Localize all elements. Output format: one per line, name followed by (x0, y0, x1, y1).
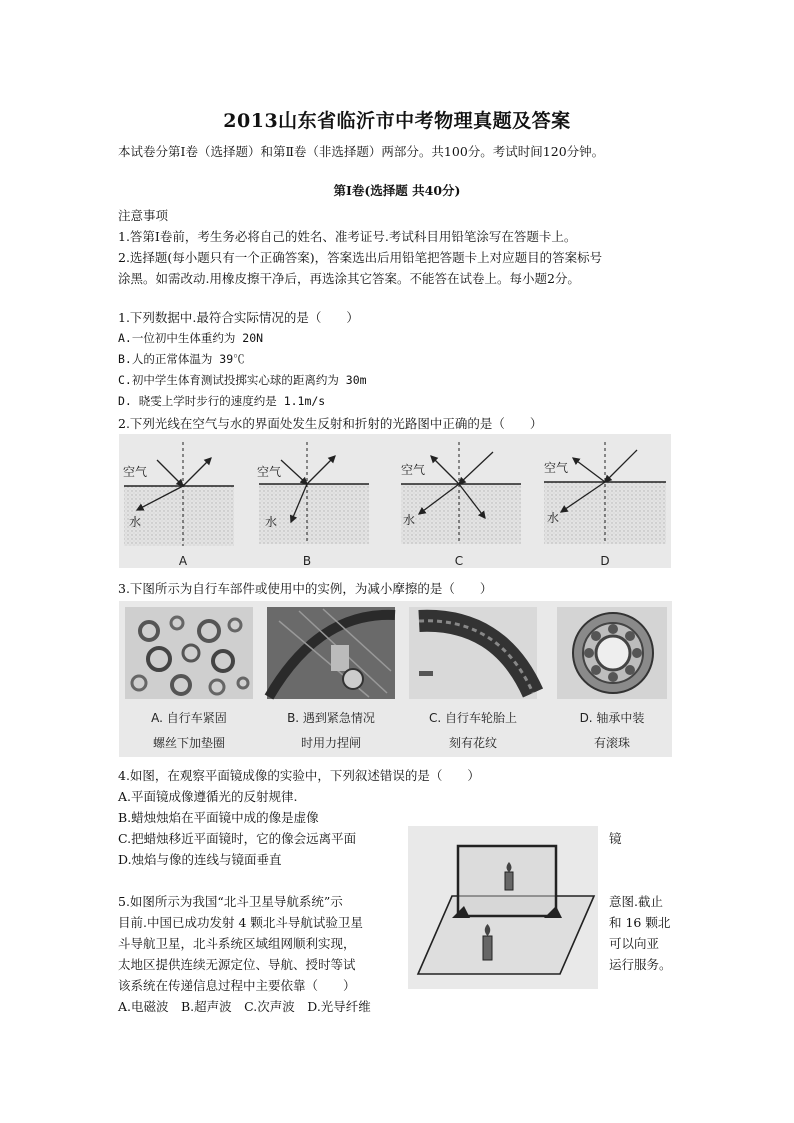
q3-caption-d-line-1: D. 轴承中装 (579, 711, 645, 725)
q5-right-2: 和 16 颗北 (609, 915, 671, 930)
q3-caption-a-line-1: A. 自行车紧固 (151, 711, 227, 725)
intro-text: 本试卷分第Ⅰ卷（选择题）和第Ⅱ卷（非选择题）两部分。共100分。考试时间120分钟。 (118, 144, 605, 159)
q2-stem: 2.下列光线在空气与水的界面处发生反射和折射的光路图中正确的是（ ） (118, 416, 543, 431)
q3-caption-d-line-2: 有滚珠 (593, 736, 631, 750)
q2-panel-a-label: A (178, 554, 188, 568)
q3-bicycle-figure (119, 601, 672, 757)
q2-panel-d (544, 442, 666, 568)
q5-right-1: 意图.截止 (609, 894, 663, 909)
q5-right-4: 运行服务。 (609, 957, 672, 972)
q4-option-b: B.蜡烛烛焰在平面镜中成的像是虚像 (118, 810, 319, 825)
q2-d-air-label: 空气 (544, 461, 569, 475)
q5-line-4: 太地区提供连续无源定位、导航、授时等试 (118, 957, 356, 972)
q2-d-water-label: 水 (547, 511, 560, 525)
q2-b-water-label: 水 (265, 515, 278, 529)
notes-item-1: 1.答第Ⅰ卷前，考生务必将自己的姓名、准考证号.考试科目用铅笔涂写在答题卡上。 (118, 229, 577, 244)
q2-b-air-label: 空气 (257, 465, 282, 479)
q3-photo-tyre (409, 607, 537, 699)
q5-right-3: 可以向亚 (609, 936, 660, 951)
q4-option-d: D.烛焰与像的连线与镜面垂直 (118, 852, 282, 867)
q2-light-path-figure (119, 434, 671, 568)
page-title: 2013山东省临沂市中考物理真题及答案 (223, 110, 571, 132)
q3-caption-b-line-1: B. 遇到紧急情况 (287, 711, 375, 725)
q2-panel-b (257, 442, 369, 568)
q1-option-a: A.一位初中生体重约为 20N (118, 331, 264, 345)
q2-panel-b-label: B (302, 554, 312, 568)
q4-mirror-svg (408, 826, 598, 989)
q5-line-1: 5.如图所示为我国“北斗卫星导航系统”示 (118, 894, 343, 909)
q3-caption-a-line-2: 螺丝下加垫圈 (152, 736, 226, 750)
section-title: 第Ⅰ卷(选择题 共40分) (333, 183, 461, 198)
q4-option-c: C.把蜡烛移近平面镜时，它的像会远离平面 (118, 831, 357, 846)
q2-panel-c-label: C (454, 554, 464, 568)
q2-c-air-label: 空气 (401, 463, 426, 477)
q1-stem: 1.下列数据中.最符合实际情况的是（ ） (118, 310, 359, 325)
q3-caption-c-line-1: C. 自行车轮胎上 (428, 711, 518, 725)
q5-options: A.电磁波 B.超声波 C.次声波 D.光导纤维 (118, 999, 371, 1014)
q3-photo-washers (125, 607, 253, 699)
q3-stem: 3.下图所示为自行车部件或使用中的实例，为减小摩擦的是（ ） (118, 581, 493, 596)
notes-item-2-line-1: 2.选择题(每小题只有一个正确答案)，答案选出后用铅笔把答题卡上对应题目的答案标号 (118, 250, 603, 265)
q2-panel-c (401, 442, 521, 568)
q3-bicycle-svg (119, 601, 672, 757)
q4-mirror-figure (408, 826, 598, 989)
q3-photo-bearing (557, 607, 667, 699)
q4-option-a: A.平面镜成像遵循光的反射规律. (118, 789, 298, 804)
q2-a-water-label: 水 (129, 515, 142, 529)
q3-photo-brake (267, 607, 395, 699)
q2-a-air-label: 空气 (123, 465, 148, 479)
q5-line-3: 斗导航卫星，北斗系统区域组网顺利实现， (118, 936, 356, 951)
q3-caption-b-line-2: 时用力捏闸 (300, 736, 362, 750)
notes-item-2-line-2: 涂黑。如需改动.用橡皮擦干净后，再选涂其它答案。不能答在试卷上。每小题2分。 (118, 271, 580, 286)
q4-option-c-tail: 镜 (609, 831, 622, 846)
q2-panel-d-label: D (600, 554, 610, 568)
q2-c-water-label: 水 (403, 513, 416, 527)
q5-line-5: 该系统在传递信息过程中主要依靠（ ） (118, 978, 356, 993)
q2-light-path-svg (119, 434, 671, 568)
q1-option-d: D. 晓雯上学时步行的速度约是 1.1m/s (118, 394, 326, 408)
q4-stem: 4.如图，在观察平面镜成像的实验中，下列叙述错误的是（ ） (118, 768, 480, 783)
q2-panel-a (123, 442, 234, 568)
q3-caption-c-line-2: 刻有花纹 (448, 736, 498, 750)
q5-line-2: 目前.中国已成功发射 4 颗北斗导航试验卫星 (118, 915, 363, 930)
notes-heading: 注意事项 (118, 208, 169, 223)
q1-option-b: B.人的正常体温为 39℃ (118, 352, 245, 366)
q1-option-c: C.初中学生体育测试投掷实心球的距离约为 30m (118, 373, 367, 387)
